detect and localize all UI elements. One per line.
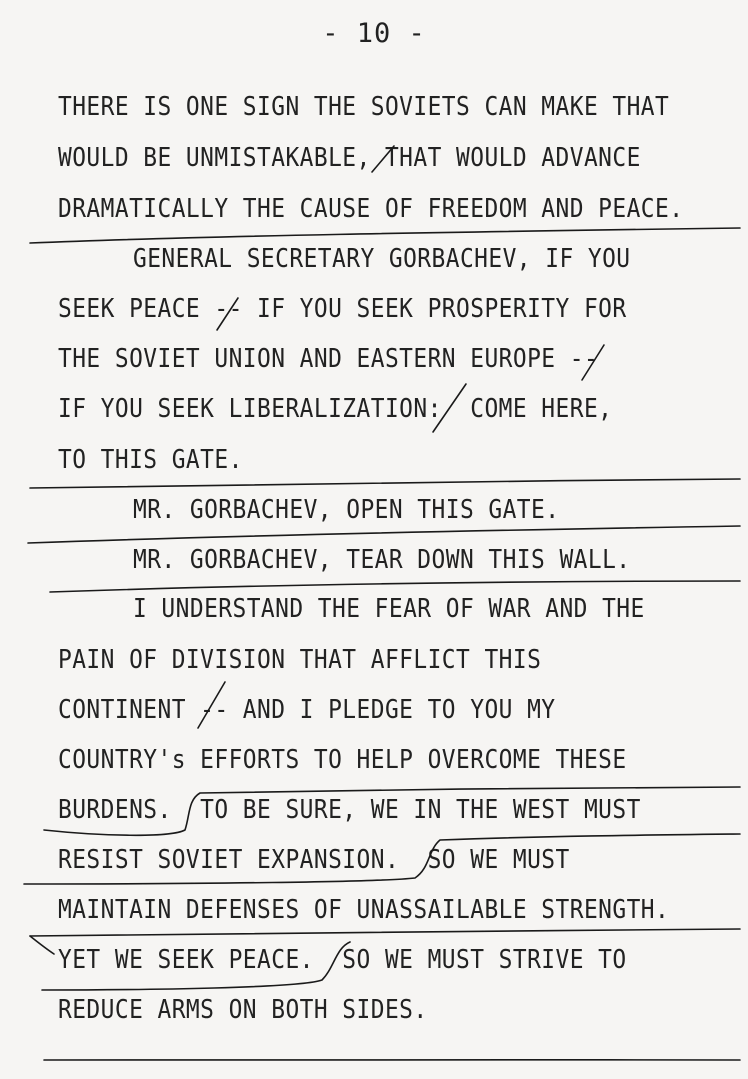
text-line: MR. GORBACHEV, OPEN THIS GATE.	[133, 495, 560, 525]
page-number: - 10 -	[322, 18, 426, 49]
text-line: YET WE SEEK PEACE. SO WE MUST STRIVE TO	[58, 945, 627, 975]
paragraph-divider-line	[30, 936, 54, 954]
paragraph-divider-line	[30, 228, 740, 243]
paragraph-divider-line	[30, 479, 740, 488]
paragraph-divider-line	[30, 929, 740, 936]
paragraph-divider-line	[50, 581, 740, 592]
text-line: I UNDERSTAND THE FEAR OF WAR AND THE	[133, 594, 645, 624]
text-line: IF YOU SEEK LIBERALIZATION: COME HERE,	[58, 394, 613, 424]
text-line: REDUCE ARMS ON BOTH SIDES.	[58, 995, 428, 1025]
text-line: GENERAL SECRETARY GORBACHEV, IF YOU	[133, 244, 631, 274]
text-line: THE SOVIET UNION AND EASTERN EUROPE --	[58, 344, 599, 374]
text-line: CONTINENT -- AND I PLEDGE TO YOU MY	[58, 695, 556, 725]
paragraph-divider-line	[44, 1059, 740, 1060]
text-line: SEEK PEACE -- IF YOU SEEK PROSPERITY FOR	[58, 294, 627, 324]
text-line: THERE IS ONE SIGN THE SOVIETS CAN MAKE THAT	[58, 92, 670, 122]
text-line: MAINTAIN DEFENSES OF UNASSAILABLE STRENGTH.	[58, 895, 670, 925]
text-line: WOULD BE UNMISTAKABLE, THAT WOULD ADVANCE	[58, 143, 641, 173]
text-line: PAIN OF DIVISION THAT AFFLICT THIS	[58, 645, 542, 675]
text-line: DRAMATICALLY THE CAUSE OF FREEDOM AND PEACE.	[58, 194, 684, 224]
text-line: RESIST SOVIET EXPANSION. SO WE MUST	[58, 845, 570, 875]
text-line: MR. GORBACHEV, TEAR DOWN THIS WALL.	[133, 545, 631, 575]
text-line: BURDENS. TO BE SURE, WE IN THE WEST MUST	[58, 795, 641, 825]
paragraph-divider-line	[28, 526, 740, 543]
text-line: TO THIS GATE.	[58, 445, 243, 475]
text-line: COUNTRY's EFFORTS TO HELP OVERCOME THESE	[58, 745, 627, 775]
